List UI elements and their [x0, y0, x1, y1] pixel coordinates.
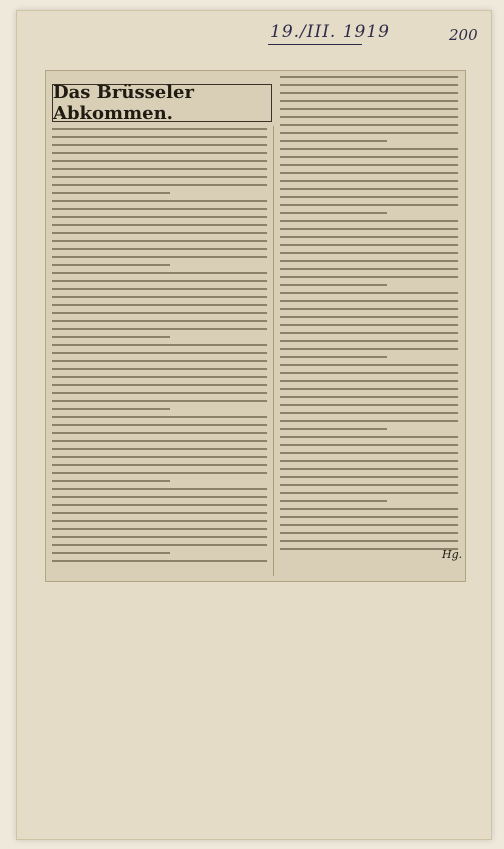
text-line-placeholder [52, 496, 267, 498]
text-line-placeholder [280, 148, 458, 150]
text-line-placeholder [280, 476, 458, 478]
text-line-placeholder [52, 208, 267, 210]
text-line-placeholder [52, 320, 267, 322]
text-line-placeholder [280, 372, 458, 374]
text-line-placeholder [52, 224, 267, 226]
text-line-placeholder [280, 484, 458, 486]
article-signature: Hg. [442, 548, 463, 561]
text-line-placeholder [280, 260, 458, 262]
text-line-placeholder [280, 268, 458, 270]
text-line-placeholder [280, 412, 458, 414]
text-line-placeholder [280, 244, 458, 246]
text-line-placeholder [52, 440, 267, 442]
text-line-placeholder [52, 488, 267, 490]
text-line-placeholder [52, 256, 267, 258]
text-line-placeholder [52, 544, 267, 546]
handwritten-page-number: 200 [449, 26, 478, 44]
text-line-placeholder [280, 404, 458, 406]
text-line-placeholder [52, 144, 267, 146]
text-line-placeholder [52, 264, 170, 266]
text-line-placeholder [280, 164, 458, 166]
text-line-placeholder [280, 340, 458, 342]
text-line-placeholder [280, 100, 458, 102]
text-line-placeholder [280, 364, 458, 366]
text-line-placeholder [280, 348, 458, 350]
text-line-placeholder [52, 376, 267, 378]
text-line-placeholder [52, 288, 267, 290]
text-line-placeholder [52, 312, 267, 314]
text-line-placeholder [280, 108, 458, 110]
text-line-placeholder [52, 384, 267, 386]
article-column-left [52, 128, 267, 568]
text-line-placeholder [52, 304, 267, 306]
text-line-placeholder [280, 532, 458, 534]
text-line-placeholder [52, 416, 267, 418]
text-line-placeholder [52, 472, 267, 474]
text-line-placeholder [52, 152, 267, 154]
text-line-placeholder [52, 232, 267, 234]
text-line-placeholder [52, 504, 267, 506]
text-line-placeholder [280, 332, 458, 334]
text-line-placeholder [280, 180, 458, 182]
text-line-placeholder [280, 356, 387, 358]
text-line-placeholder [52, 192, 170, 194]
text-line-placeholder [280, 380, 458, 382]
text-line-placeholder [52, 240, 267, 242]
text-line-placeholder [52, 400, 267, 402]
text-line-placeholder [52, 368, 267, 370]
text-line-placeholder [280, 172, 458, 174]
text-line-placeholder [280, 420, 458, 422]
text-line-placeholder [52, 520, 267, 522]
text-line-placeholder [52, 216, 267, 218]
text-line-placeholder [280, 548, 458, 550]
text-line-placeholder [52, 344, 267, 346]
handwritten-underline [268, 44, 362, 45]
text-line-placeholder [52, 136, 267, 138]
text-line-placeholder [52, 128, 267, 130]
text-line-placeholder [52, 160, 267, 162]
text-line-placeholder [52, 296, 267, 298]
text-line-placeholder [280, 316, 458, 318]
text-line-placeholder [52, 360, 267, 362]
text-line-placeholder [280, 396, 458, 398]
text-line-placeholder [280, 220, 458, 222]
text-line-placeholder [280, 468, 458, 470]
text-line-placeholder [280, 156, 458, 158]
text-line-placeholder [52, 168, 267, 170]
text-line-placeholder [280, 92, 458, 94]
text-line-placeholder [52, 448, 267, 450]
text-line-placeholder [280, 516, 458, 518]
text-line-placeholder [52, 392, 267, 394]
text-line-placeholder [52, 352, 267, 354]
column-divider [273, 126, 274, 576]
text-line-placeholder [280, 196, 458, 198]
text-line-placeholder [280, 204, 458, 206]
text-line-placeholder [52, 432, 267, 434]
text-line-placeholder [52, 248, 267, 250]
text-line-placeholder [280, 436, 458, 438]
text-line-placeholder [52, 424, 267, 426]
text-line-placeholder [280, 324, 458, 326]
text-line-placeholder [52, 536, 267, 538]
text-line-placeholder [52, 480, 170, 482]
text-line-placeholder [280, 236, 458, 238]
text-line-placeholder [280, 140, 387, 142]
text-line-placeholder [280, 508, 458, 510]
text-line-placeholder [52, 528, 267, 530]
text-line-placeholder [280, 116, 458, 118]
text-line-placeholder [280, 492, 458, 494]
text-line-placeholder [52, 176, 267, 178]
text-line-placeholder [280, 252, 458, 254]
text-line-placeholder [280, 308, 458, 310]
text-line-placeholder [280, 388, 458, 390]
text-line-placeholder [52, 336, 170, 338]
text-line-placeholder [280, 540, 458, 542]
text-line-placeholder [280, 292, 458, 294]
text-line-placeholder [280, 460, 458, 462]
text-line-placeholder [52, 200, 267, 202]
text-line-placeholder [280, 84, 458, 86]
text-line-placeholder [280, 524, 458, 526]
text-line-placeholder [52, 464, 267, 466]
text-line-placeholder [52, 408, 170, 410]
handwritten-date: 19./III. 1919 [270, 22, 390, 42]
text-line-placeholder [280, 276, 458, 278]
article-title: Das Brüsseler Abkommen. [52, 84, 272, 122]
text-line-placeholder [52, 272, 267, 274]
text-line-placeholder [52, 560, 267, 562]
text-line-placeholder [52, 184, 267, 186]
text-line-placeholder [52, 456, 267, 458]
text-line-placeholder [280, 452, 458, 454]
text-line-placeholder [280, 428, 387, 430]
text-line-placeholder [280, 300, 458, 302]
text-line-placeholder [280, 188, 458, 190]
text-line-placeholder [280, 284, 387, 286]
article-column-right [280, 76, 458, 556]
text-line-placeholder [280, 444, 458, 446]
text-line-placeholder [280, 228, 458, 230]
text-line-placeholder [280, 132, 458, 134]
text-line-placeholder [280, 124, 458, 126]
text-line-placeholder [52, 280, 267, 282]
text-line-placeholder [280, 212, 387, 214]
text-line-placeholder [52, 512, 267, 514]
text-line-placeholder [52, 328, 267, 330]
text-line-placeholder [52, 552, 170, 554]
text-line-placeholder [280, 76, 458, 78]
text-line-placeholder [280, 500, 387, 502]
